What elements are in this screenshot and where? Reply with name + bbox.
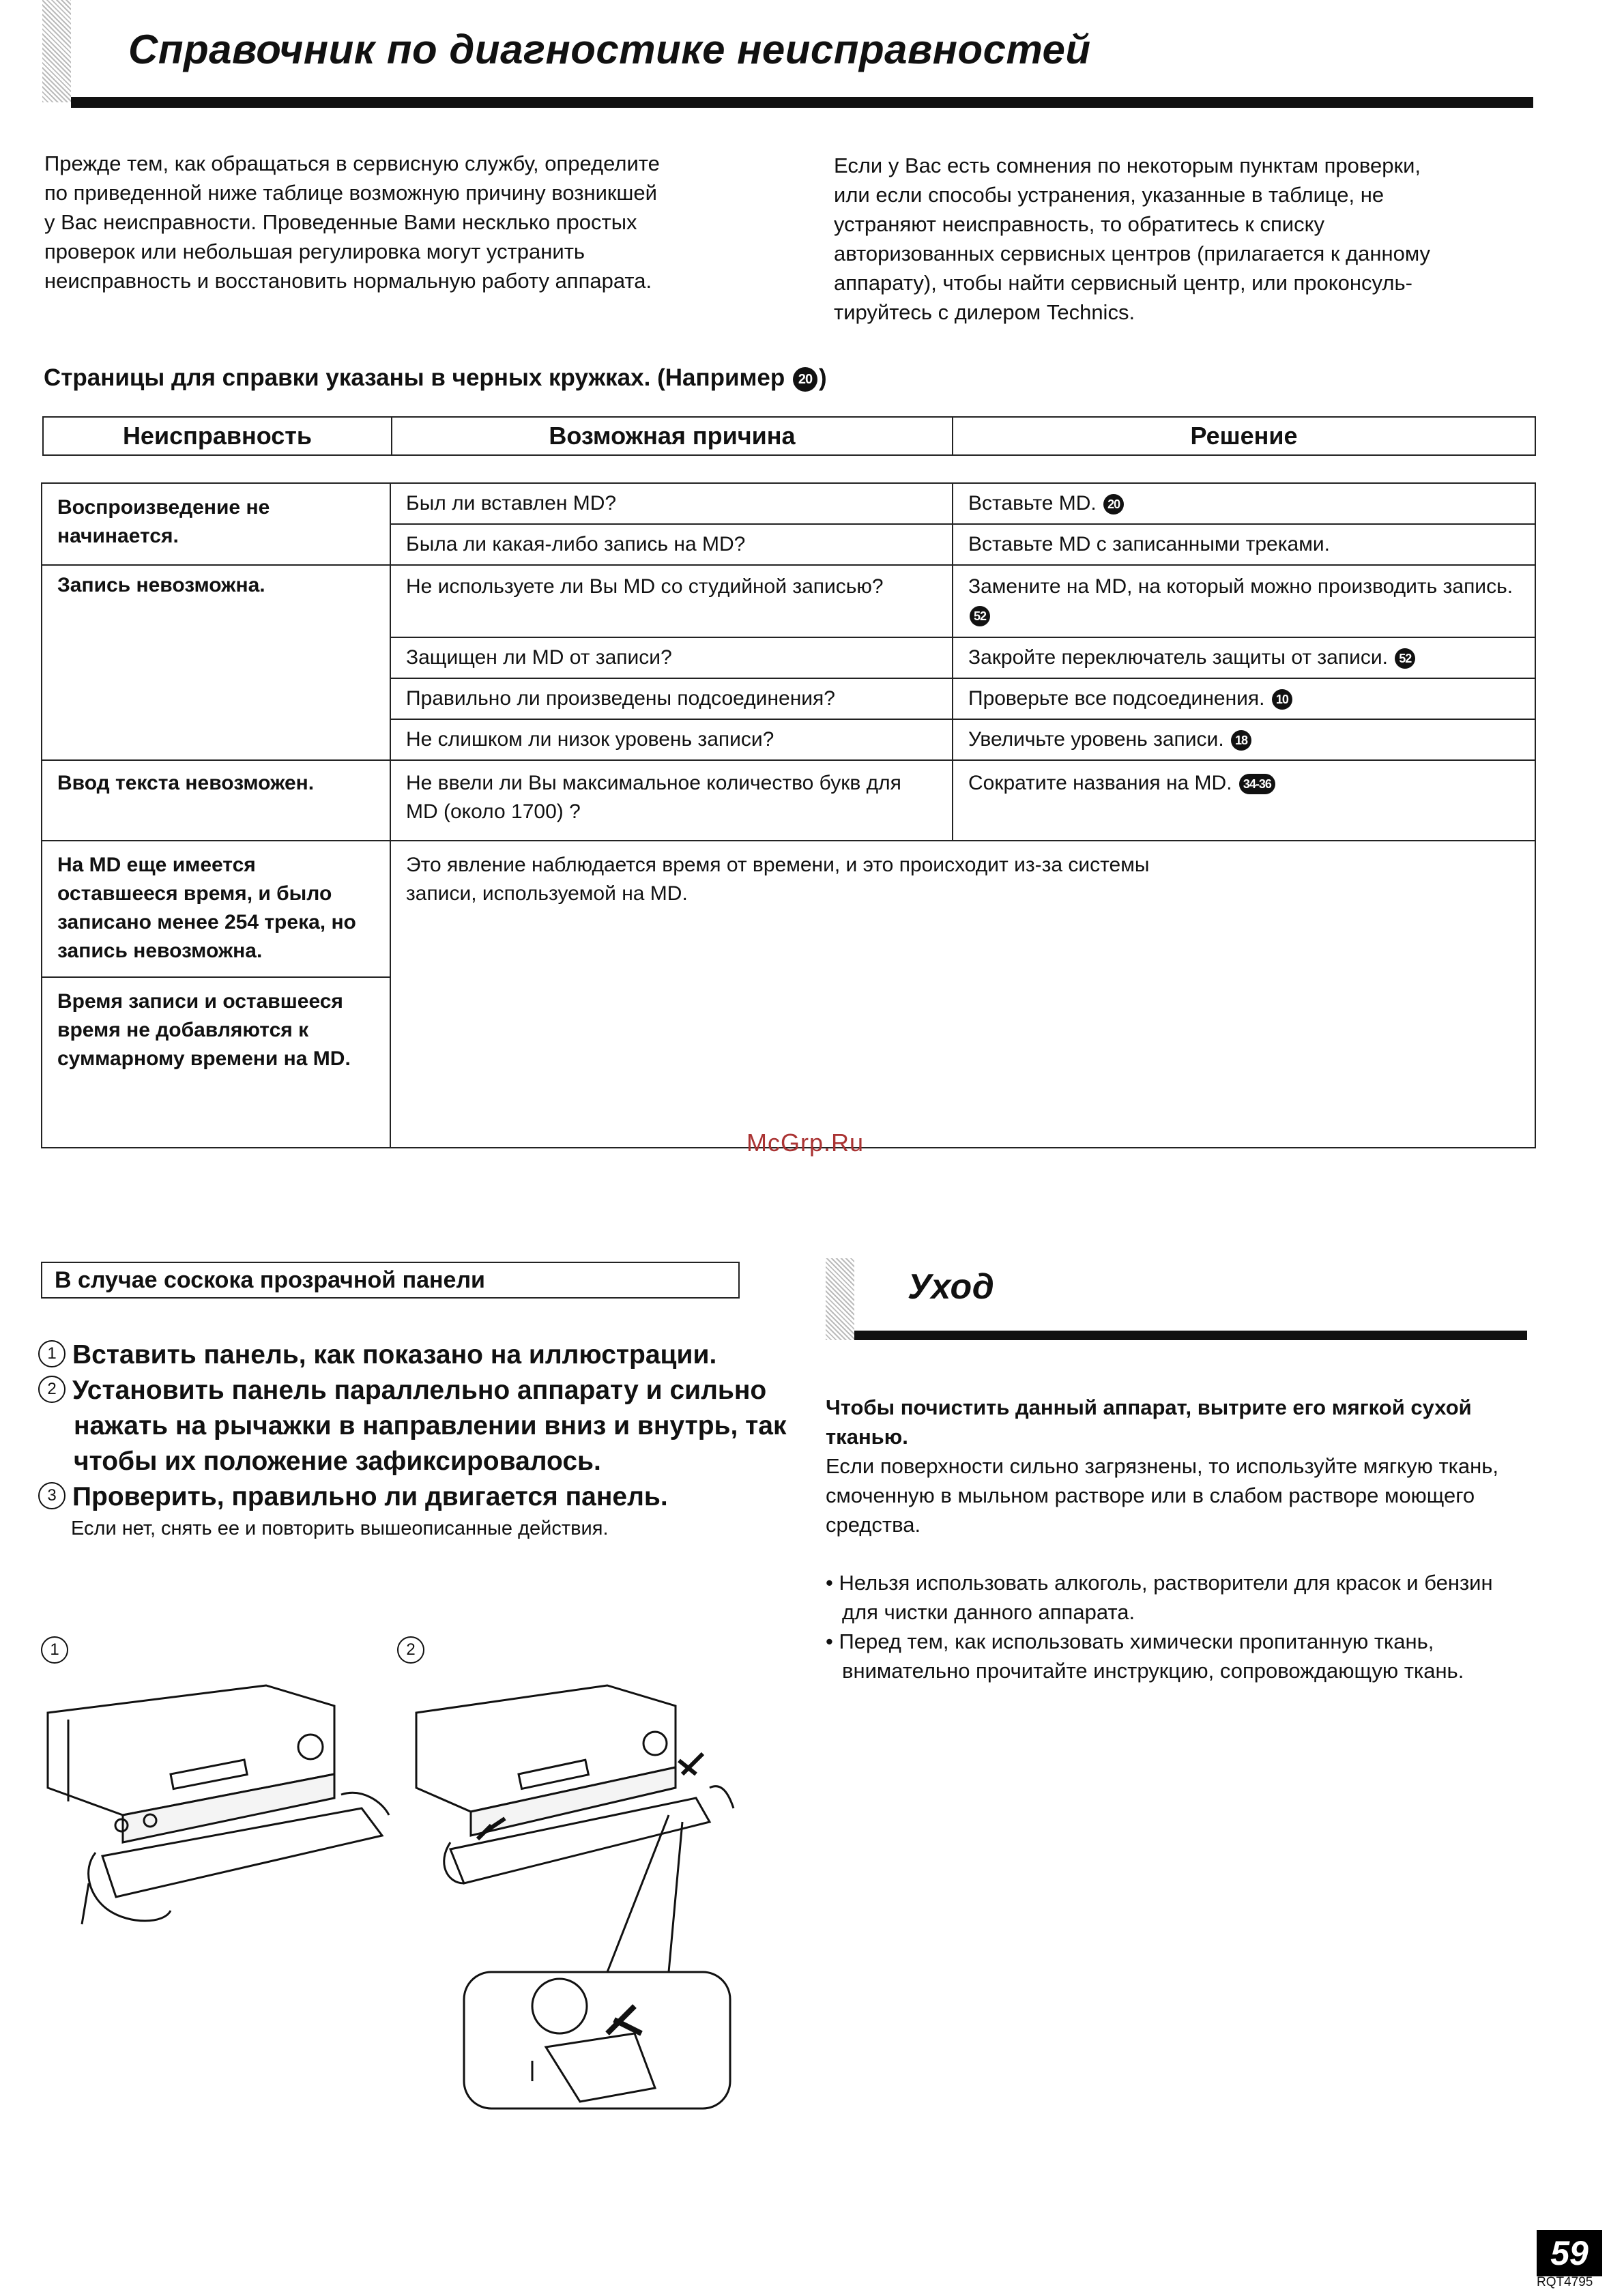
intro-left-line: проверок или небольшая регулировка могут устранить <box>44 240 585 263</box>
page-title: Справочник по диагностике неисправностей <box>128 27 1091 72</box>
solution-cell <box>953 760 1535 841</box>
header-solution: Решение <box>953 417 1535 455</box>
page-ref-badge: 20 <box>1103 494 1124 514</box>
header-cause: Возможная причина <box>392 417 953 455</box>
page-ref-badge: 34-36 <box>1239 774 1275 794</box>
solution-text: Замените на MD, на который можно производить запись. <box>968 575 1513 598</box>
panel-steps <box>38 1337 789 1542</box>
header-problem: Неисправность <box>43 417 392 455</box>
explanation-cell: Это явление наблюдается время от времени, и это происходит из-за системы записи, используемой на MD. <box>390 841 1535 1148</box>
page-ref-badge: 10 <box>1272 689 1292 710</box>
solution-text: Закройте переключатель защиты от записи. <box>968 646 1388 669</box>
solution-cell <box>953 565 1535 637</box>
solution-text: Увеличьте уровень записи. <box>968 728 1224 751</box>
intro-right-line: Если у Вас есть сомнения по некоторым пунктам проверки, <box>834 154 1421 177</box>
watermark: McGrp.Ru <box>746 1129 865 1157</box>
step-text: Проверить, правильно ли двигается панель. <box>72 1482 668 1511</box>
diagnostics-table <box>41 482 1535 1148</box>
intro-left-line: у Вас неисправности. Проведенные Вами несклько простых <box>44 210 637 234</box>
step-note: Если нет, снять ее и повторить вышеописанные действия. <box>71 1518 609 1539</box>
table-row <box>42 565 1535 637</box>
step-text: Вставить панель, как показано на иллюстрации. <box>72 1340 717 1369</box>
cause-cell: Не используете ли Вы MD со студийной записью? <box>390 565 953 637</box>
care-hatch-block <box>826 1258 854 1340</box>
problem-cell: Воспроизведение не начинается. <box>42 483 390 565</box>
intro-left-line: неисправность и восстановить нормальную работу аппарата. <box>44 269 652 293</box>
page-ref-badge: 18 <box>1231 730 1251 751</box>
step-number: 1 <box>38 1340 66 1367</box>
care-bullet-text: Перед тем, как использовать химически пропитанную ткань, внимательно прочитайте инструкцию, сопровождающую ткань. <box>839 1629 1464 1683</box>
intro-left <box>44 149 768 295</box>
intro-right-line: или если способы устранения, указанные в таблице, не <box>834 183 1384 207</box>
page-ref-badge: 52 <box>970 606 990 626</box>
solution-cell <box>953 719 1535 760</box>
solution-cell <box>953 637 1535 678</box>
intro-right-line: авторизованных сервисных центров (прилагается к данному <box>834 242 1431 265</box>
header-hatch-block <box>42 0 71 102</box>
header-rule <box>71 97 1533 108</box>
care-rule <box>854 1331 1527 1340</box>
panel-section-title: В случае соскока прозрачной панели <box>41 1262 740 1299</box>
reference-note-text: Страницы для справки указаны в черных кружках. (Например <box>44 364 785 391</box>
solution-text: Сократите названия на MD. <box>968 772 1232 794</box>
solution-cell <box>953 678 1535 719</box>
step-number: 2 <box>38 1376 66 1403</box>
reference-note <box>44 364 827 392</box>
step-text: Установить панель параллельно аппарату и сильно нажать на рычажки в направлении вниз и внутрь, так чтобы их положение зафиксировалось. <box>72 1376 787 1476</box>
care-bullet: • Нельзя использовать алкоголь, растворители для красок и бензин для чистки данного аппарата. <box>826 1571 1493 1624</box>
intro-right-line: устраняют неисправность, то обратитесь к списку <box>834 212 1325 236</box>
solution-cell <box>953 524 1535 565</box>
page-number: 59 <box>1537 2230 1602 2276</box>
care-title: Уход <box>908 1267 995 1307</box>
intro-right-line: тируйтесь с дилером Technics. <box>834 300 1135 324</box>
table-row <box>42 841 1535 977</box>
problem-cell: На MD еще имеется оставшееся время, и было записано менее 254 трека, но запись невозможна. <box>42 841 390 977</box>
cause-cell: Защищен ли MD от записи? <box>390 637 953 678</box>
illustration-insert-panel <box>41 1679 396 1931</box>
cause-cell: Не ввели ли Вы максимальное количество букв для MD (около 1700) ? <box>390 760 953 841</box>
step-1 <box>38 1337 789 1373</box>
cause-cell: Был ли вставлен MD? <box>390 483 953 524</box>
step-2 <box>38 1373 789 1479</box>
intro-left-line: Прежде тем, как обращаться в сервисную службу, определите <box>44 151 660 175</box>
care-bullet: • Перед тем, как использовать химически пропитанную ткань, внимательно прочитайте инструкцию, сопровождающую ткань. <box>826 1629 1464 1683</box>
care-bullet-text: Нельзя использовать алкоголь, растворители для красок и бензин для чистки данного аппарата. <box>839 1571 1493 1624</box>
table-header <box>42 416 1535 456</box>
step-number: 3 <box>38 1482 66 1509</box>
care-text <box>826 1393 1528 1685</box>
figure-label-1: 1 <box>41 1636 68 1664</box>
solution-cell <box>953 483 1535 524</box>
intro-left-line: по приведенной ниже таблице возможную причину возникшей <box>44 181 657 205</box>
cause-cell: Была ли какая-либо запись на MD? <box>390 524 953 565</box>
problem-cell: Ввод текста невозможен. <box>42 760 390 841</box>
reference-note-close: ) <box>818 364 827 391</box>
solution-text: Вставьте MD с записанными треками. <box>968 533 1330 555</box>
solution-text: Проверьте все подсоединения. <box>968 687 1265 710</box>
problem-cell: Запись невозможна. <box>42 565 390 760</box>
problem-cell: Время записи и оставшееся время не добавляются к суммарному времени на MD. <box>42 977 390 1148</box>
document-code: RQT4795 <box>1537 2275 1593 2289</box>
illustration-attach-panel <box>409 1679 737 2115</box>
page-ref-badge: 52 <box>1395 648 1415 669</box>
care-bold-text: Чтобы почистить данный аппарат, вытрите его мягкой сухой тканью. <box>826 1395 1472 1449</box>
intro-right <box>834 151 1543 327</box>
cause-cell: Правильно ли произведены подсоединения? <box>390 678 953 719</box>
figure-label-2: 2 <box>397 1636 424 1664</box>
example-ref-badge: 20 <box>793 367 817 392</box>
intro-right-line: аппарату), чтобы найти сервисный центр, или проконсуль- <box>834 271 1412 295</box>
table-row <box>42 760 1535 841</box>
step-3 <box>38 1479 789 1515</box>
cause-cell: Не слишком ли низок уровень записи? <box>390 719 953 760</box>
table-row <box>42 483 1535 524</box>
solution-text: Вставьте MD. <box>968 492 1097 514</box>
care-body: Если поверхности сильно загрязнены, то используйте мягкую ткань, смоченную в мыльном растворе или в слабом растворе моющего средства. <box>826 1454 1499 1537</box>
